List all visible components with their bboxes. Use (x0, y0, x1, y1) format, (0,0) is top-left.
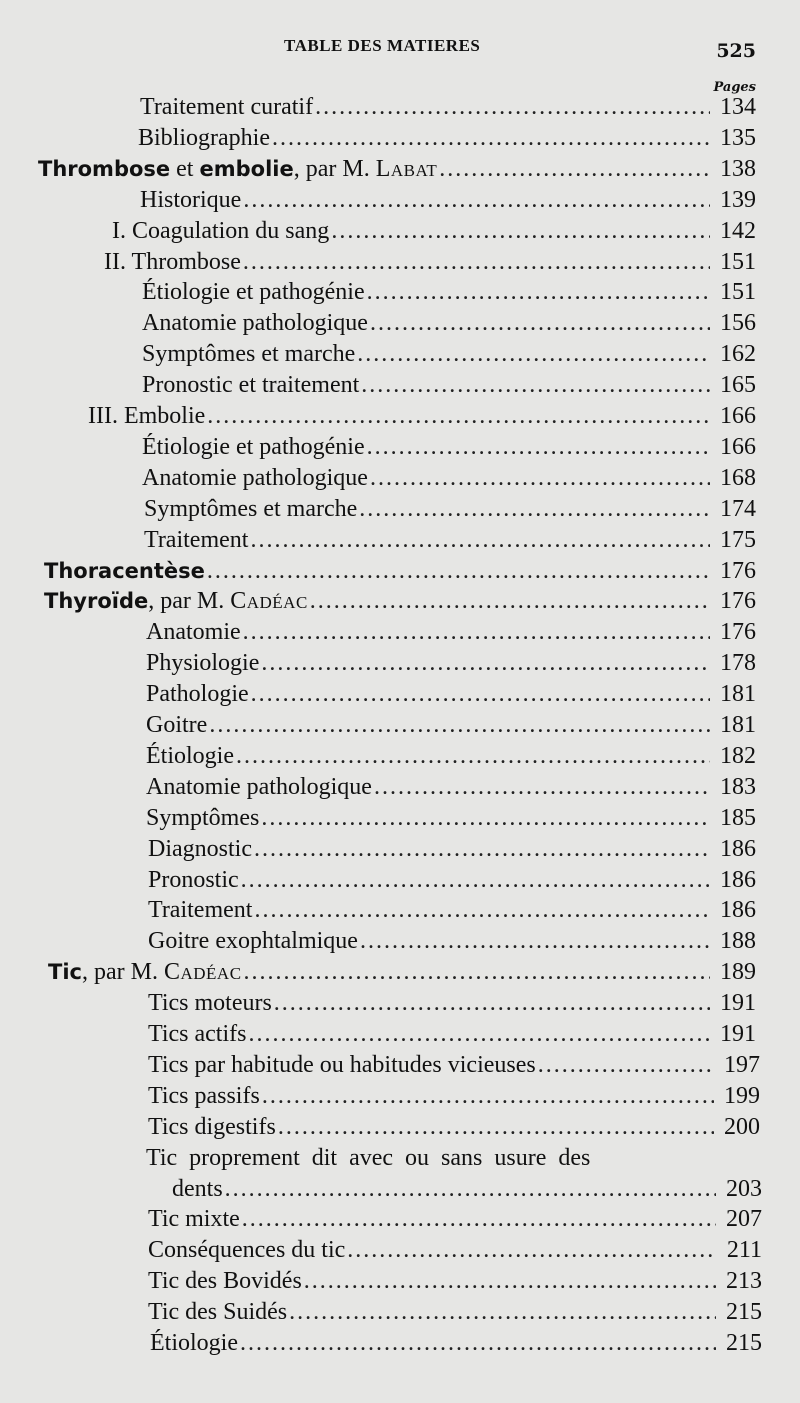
toc-entry (142, 463, 756, 494)
dot-leader (244, 957, 710, 988)
toc-entry (148, 1050, 760, 1081)
toc-entry (148, 895, 756, 926)
toc-entry-page-number: 213 (726, 1268, 762, 1294)
toc-entry-title: Anatomie pathologique (142, 465, 368, 491)
toc-entry (138, 123, 756, 154)
toc-entry (148, 1019, 756, 1050)
dot-leader (209, 710, 710, 741)
dot-leader (243, 185, 710, 216)
dot-leader (261, 803, 710, 834)
toc-entry-page-number: 134 (720, 94, 756, 120)
dot-leader (272, 123, 710, 154)
dot-leader (304, 1266, 716, 1297)
toc-entry-title: Historique (140, 187, 242, 213)
toc-entry-page-number: 142 (720, 218, 756, 244)
dot-leader (236, 741, 710, 772)
toc-entry-page-number: 166 (720, 403, 756, 429)
toc-entry (38, 154, 756, 185)
toc-entry-page-number: 207 (726, 1206, 762, 1232)
dot-leader (250, 525, 710, 556)
toc-entry (148, 926, 756, 957)
toc-entry-title: Traitement (144, 527, 249, 553)
dot-leader (357, 339, 710, 370)
toc-entry-page-number: 186 (720, 836, 756, 862)
toc-entry (146, 617, 756, 648)
dot-leader (360, 926, 710, 957)
toc-entry-byline: , par M. (148, 588, 231, 614)
toc-entry (148, 1081, 760, 1112)
toc-entry-author: Labat (375, 156, 438, 182)
dot-leader (261, 648, 710, 679)
toc-entry-page-number: 168 (720, 465, 756, 491)
dot-leader (439, 154, 710, 185)
toc-entry-page-number: 176 (720, 558, 756, 584)
toc-entry (148, 988, 756, 1019)
toc-entry-title: Étiologie (146, 743, 234, 769)
toc-entry-title: Tic des Suidés (148, 1299, 288, 1325)
toc-entry-bold-title: Thoracentèse (44, 559, 205, 583)
toc-entry-title: Anatomie pathologique (146, 774, 372, 800)
toc-entry (146, 741, 756, 772)
toc-entry-title: Goitre exophtalmique (148, 928, 358, 954)
toc-entry-title: Anatomie (146, 619, 241, 645)
toc-entry-page-number: 174 (720, 496, 756, 522)
toc-entry-title: Pathologie (146, 681, 249, 707)
toc-entry-title: Pronostic et traitement (142, 372, 360, 398)
toc-entry-author: Cadéac (163, 959, 242, 985)
dot-leader (207, 556, 710, 587)
toc-entry-page-number: 151 (720, 249, 756, 275)
toc-entry (142, 432, 756, 463)
dot-leader (331, 216, 710, 247)
toc-entry-page-number: 175 (720, 527, 756, 553)
toc-entry (148, 834, 756, 865)
toc-entry (142, 277, 756, 308)
dot-leader (289, 1297, 716, 1328)
dot-leader (310, 586, 710, 617)
toc-entry-page-number: 215 (726, 1299, 762, 1325)
toc-entry-title: Tic des Bovidés (148, 1268, 302, 1294)
toc-entry (146, 772, 756, 803)
toc-entry (148, 865, 756, 896)
toc-entry-title: Bibliographie (138, 125, 270, 151)
toc-entry-page-number: 178 (720, 650, 756, 676)
toc-entry-byline: , par M. (81, 959, 164, 985)
toc-entry (48, 957, 756, 988)
toc-entry-title: Symptômes et marche (142, 341, 356, 367)
toc-entry-page-number: 211 (726, 1237, 762, 1263)
toc-entry-page-number: 189 (720, 959, 756, 985)
toc-entry (142, 308, 756, 339)
toc-entry-bold-title-2: embolie (199, 157, 294, 181)
dot-leader (278, 1112, 714, 1143)
dot-leader (274, 988, 710, 1019)
toc-entry (148, 1235, 762, 1266)
toc-entry-bold-title: Thrombose (38, 157, 171, 181)
toc-entry-connector: et (170, 156, 200, 182)
toc-entry-title: Tics moteurs (148, 990, 272, 1016)
toc-entry (150, 1328, 762, 1359)
dot-leader (367, 277, 710, 308)
toc-entry-title: II. Thrombose (104, 249, 241, 275)
toc-entry-page-number: 197 (724, 1052, 760, 1078)
dot-leader (243, 247, 710, 278)
toc-entry (142, 339, 756, 370)
toc-entry-title: Tics digestifs (148, 1114, 276, 1140)
toc-entry-author: Cadéac (230, 588, 308, 614)
toc-entry (146, 710, 756, 741)
toc-entry (142, 370, 756, 401)
toc-entry-title (38, 154, 437, 185)
toc-entry-title: Tics passifs (148, 1083, 260, 1109)
dot-leader (374, 772, 710, 803)
toc-entry (146, 648, 756, 679)
toc-entry-page-number: 215 (726, 1330, 762, 1356)
dot-leader (207, 401, 710, 432)
dot-leader (370, 463, 710, 494)
toc-entry-title: Conséquences du tic (148, 1237, 346, 1263)
dot-leader (242, 1204, 716, 1235)
toc-entry-page-number: 191 (720, 990, 756, 1016)
toc-entry-page-number: 166 (720, 434, 756, 460)
toc-entry-title: Symptômes (146, 805, 260, 831)
toc-entry-page-number: 181 (720, 681, 756, 707)
dot-leader (248, 1019, 710, 1050)
toc-entry-page-number: 139 (720, 187, 756, 213)
toc-entry-page-number: 162 (720, 341, 756, 367)
dot-leader (367, 432, 710, 463)
toc-entry-title: Tic mixte (148, 1206, 240, 1232)
toc-entry-title: Traitement (148, 897, 253, 923)
dot-leader (361, 370, 710, 401)
toc-entry-title: Pronostic (148, 867, 239, 893)
toc-entry-title: Tics actifs (148, 1021, 247, 1047)
toc-entry-page-number: 156 (720, 310, 756, 336)
running-header (0, 36, 800, 60)
toc-entry-bold-title: Tic (48, 960, 82, 984)
toc-entry-page-number: 203 (726, 1176, 762, 1202)
toc-entry-page-number: 165 (720, 372, 756, 398)
toc-entry-title: Étiologie et pathogénie (142, 434, 365, 460)
dot-leader (254, 895, 710, 926)
toc-entry-page-number: 186 (720, 867, 756, 893)
toc-entry-page-number: 200 (724, 1114, 760, 1140)
toc-entry-title: III. Embolie (88, 403, 206, 429)
toc-entry (148, 1204, 762, 1235)
toc-entry (104, 247, 756, 278)
toc-entry-page-number: 176 (720, 619, 756, 645)
toc-entry-page-number: 181 (720, 712, 756, 738)
toc-entry-page-number: 182 (720, 743, 756, 769)
toc-entry (140, 185, 756, 216)
dot-leader (254, 834, 710, 865)
toc-entry (112, 216, 756, 247)
toc-entry (88, 401, 756, 432)
toc-entry (144, 525, 756, 556)
toc-entry (148, 1112, 760, 1143)
toc-entry-page-number: 176 (720, 588, 756, 614)
toc-entry (148, 1297, 762, 1328)
toc-entry (146, 803, 756, 834)
dot-leader (370, 308, 710, 339)
toc-entry (44, 556, 756, 587)
dot-leader (359, 494, 710, 525)
toc-entry-title: Étiologie et pathogénie (142, 279, 365, 305)
toc-entry-title: Étiologie (150, 1330, 238, 1356)
toc-entry-page-number: 188 (720, 928, 756, 954)
toc-entry-title: Anatomie pathologique (142, 310, 368, 336)
toc-entry-bold-title: Thyroïde (44, 589, 149, 613)
toc-entry-page-number: 183 (720, 774, 756, 800)
toc-entry-title: Tics par habitude ou habitudes vicieuses (148, 1052, 536, 1078)
toc-entry-page-number: 151 (720, 279, 756, 305)
toc-entry-title: Goitre (146, 712, 208, 738)
toc-entry-byline: , par M. (293, 156, 376, 182)
dot-leader (538, 1050, 714, 1081)
dot-leader (347, 1235, 716, 1266)
toc-entry-page-number: 185 (720, 805, 756, 831)
toc-entry (148, 1266, 762, 1297)
pages-column-label: Pages (713, 80, 756, 95)
dot-leader (225, 1174, 716, 1205)
dot-leader (262, 1081, 714, 1112)
toc-entry (144, 494, 756, 525)
toc-entry (172, 1174, 762, 1205)
toc-entry-page-number: 135 (720, 125, 756, 151)
toc-entry (44, 586, 756, 617)
toc-entry-page-number: 138 (720, 156, 756, 182)
toc-entry (146, 679, 756, 710)
toc-entry-title: dents (172, 1176, 223, 1202)
toc-entry (140, 92, 756, 123)
dot-leader (251, 679, 710, 710)
header-page-number: 525 (716, 40, 756, 62)
toc-entry-title: Physiologie (146, 650, 260, 676)
toc-entry-title (44, 586, 308, 617)
toc-entry-title: Traitement curatif (140, 94, 314, 120)
dot-leader (315, 92, 710, 123)
toc-entry-title (44, 556, 205, 587)
toc-entry-page-number: 191 (720, 1021, 756, 1047)
dot-leader (240, 1328, 716, 1359)
toc-entry-title: Symptômes et marche (144, 496, 358, 522)
toc-entry-continued: Tic proprement dit avec ou sans usure des (146, 1145, 591, 1171)
toc-entry-title (48, 957, 242, 988)
toc-entry-page-number: 186 (720, 897, 756, 923)
header-title: TABLE DES MATIERES (284, 36, 481, 55)
dot-leader (243, 617, 710, 648)
dot-leader (241, 865, 710, 896)
toc-entry-title: I. Coagulation du sang (112, 218, 330, 244)
toc-entry-title: Diagnostic (148, 836, 252, 862)
toc-entry-page-number: 199 (724, 1083, 760, 1109)
